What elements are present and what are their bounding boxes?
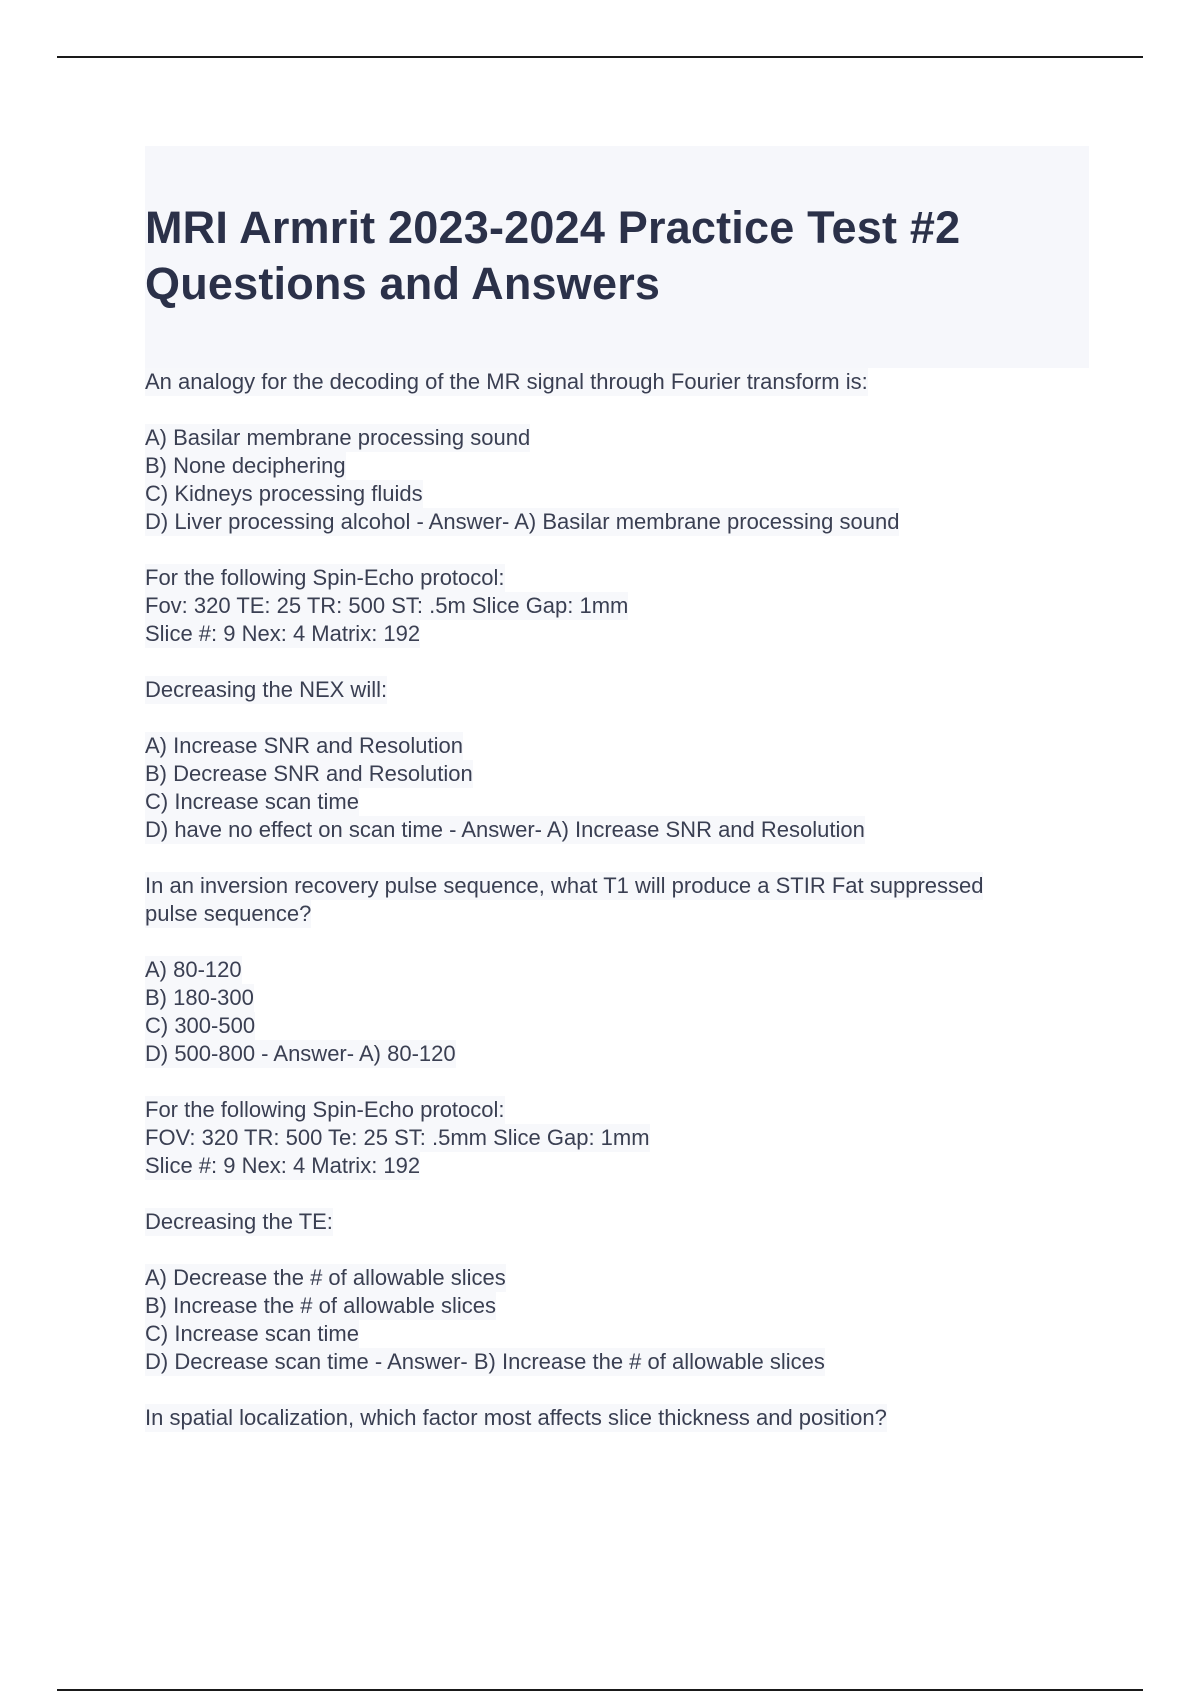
answer-options xyxy=(145,956,1095,1068)
text-line: Slice #: 9 Nex: 4 Matrix: 192 xyxy=(145,1153,421,1178)
option-line: B) Decrease SNR and Resolution xyxy=(145,761,473,786)
text-line: Slice #: 9 Nex: 4 Matrix: 192 xyxy=(145,621,421,646)
text-line: In spatial localization, which factor most affects slice thickness and position? xyxy=(145,1405,887,1430)
option-line: C) Increase scan time xyxy=(145,1321,359,1346)
option-line: A) Decrease the # of allowable slices xyxy=(145,1265,506,1290)
text-line: Decreasing the TE: xyxy=(145,1209,333,1234)
top-rule xyxy=(57,56,1143,58)
option-line: C) Increase scan time xyxy=(145,789,359,814)
answer-options xyxy=(145,424,1095,536)
protocol-block xyxy=(145,564,1095,648)
option-line: B) 180-300 xyxy=(145,985,254,1010)
text-line: An analogy for the decoding of the MR signal through Fourier transform is: xyxy=(145,369,868,394)
text-line: Decreasing the NEX will: xyxy=(145,677,388,702)
option-line: A) Increase SNR and Resolution xyxy=(145,733,463,758)
text-line: Fov: 320 TE: 25 TR: 500 ST: .5m Slice Gap: 1mm xyxy=(145,593,629,618)
answer-options xyxy=(145,1264,1095,1376)
title-line: Questions and Answers xyxy=(145,258,661,309)
option-line: D) have no effect on scan time - Answer- A) Increase SNR and Resolution xyxy=(145,817,865,842)
page-title xyxy=(145,200,1089,312)
question-prompt xyxy=(145,368,1095,396)
text-line: In an inversion recovery pulse sequence, what T1 will produce a STIR Fat suppressed xyxy=(145,873,984,898)
bottom-rule xyxy=(57,1689,1143,1691)
text-line: pulse sequence? xyxy=(145,901,312,926)
protocol-block xyxy=(145,1096,1095,1180)
answer-options xyxy=(145,732,1095,844)
option-line: C) Kidneys processing fluids xyxy=(145,481,423,506)
option-line: B) Increase the # of allowable slices xyxy=(145,1293,496,1318)
option-line: C) 300-500 xyxy=(145,1013,256,1038)
option-line: D) Decrease scan time - Answer- B) Increase the # of allowable slices xyxy=(145,1349,825,1374)
question-prompt xyxy=(145,872,1095,928)
option-line: D) Liver processing alcohol - Answer- A) Basilar membrane processing sound xyxy=(145,509,900,534)
option-line: A) Basilar membrane processing sound xyxy=(145,425,531,450)
text-line: For the following Spin-Echo protocol: xyxy=(145,1097,505,1122)
text-line: For the following Spin-Echo protocol: xyxy=(145,565,505,590)
document-body xyxy=(145,368,1095,1460)
option-line: B) None deciphering xyxy=(145,453,346,478)
question-prompt xyxy=(145,1404,1095,1432)
question-prompt xyxy=(145,676,1095,704)
option-line: D) 500-800 - Answer- A) 80-120 xyxy=(145,1041,456,1066)
text-line: FOV: 320 TR: 500 Te: 25 ST: .5mm Slice Gap: 1mm xyxy=(145,1125,650,1150)
option-line: A) 80-120 xyxy=(145,957,242,982)
title-line: MRI Armrit 2023-2024 Practice Test #2 xyxy=(145,202,961,253)
question-prompt xyxy=(145,1208,1095,1236)
